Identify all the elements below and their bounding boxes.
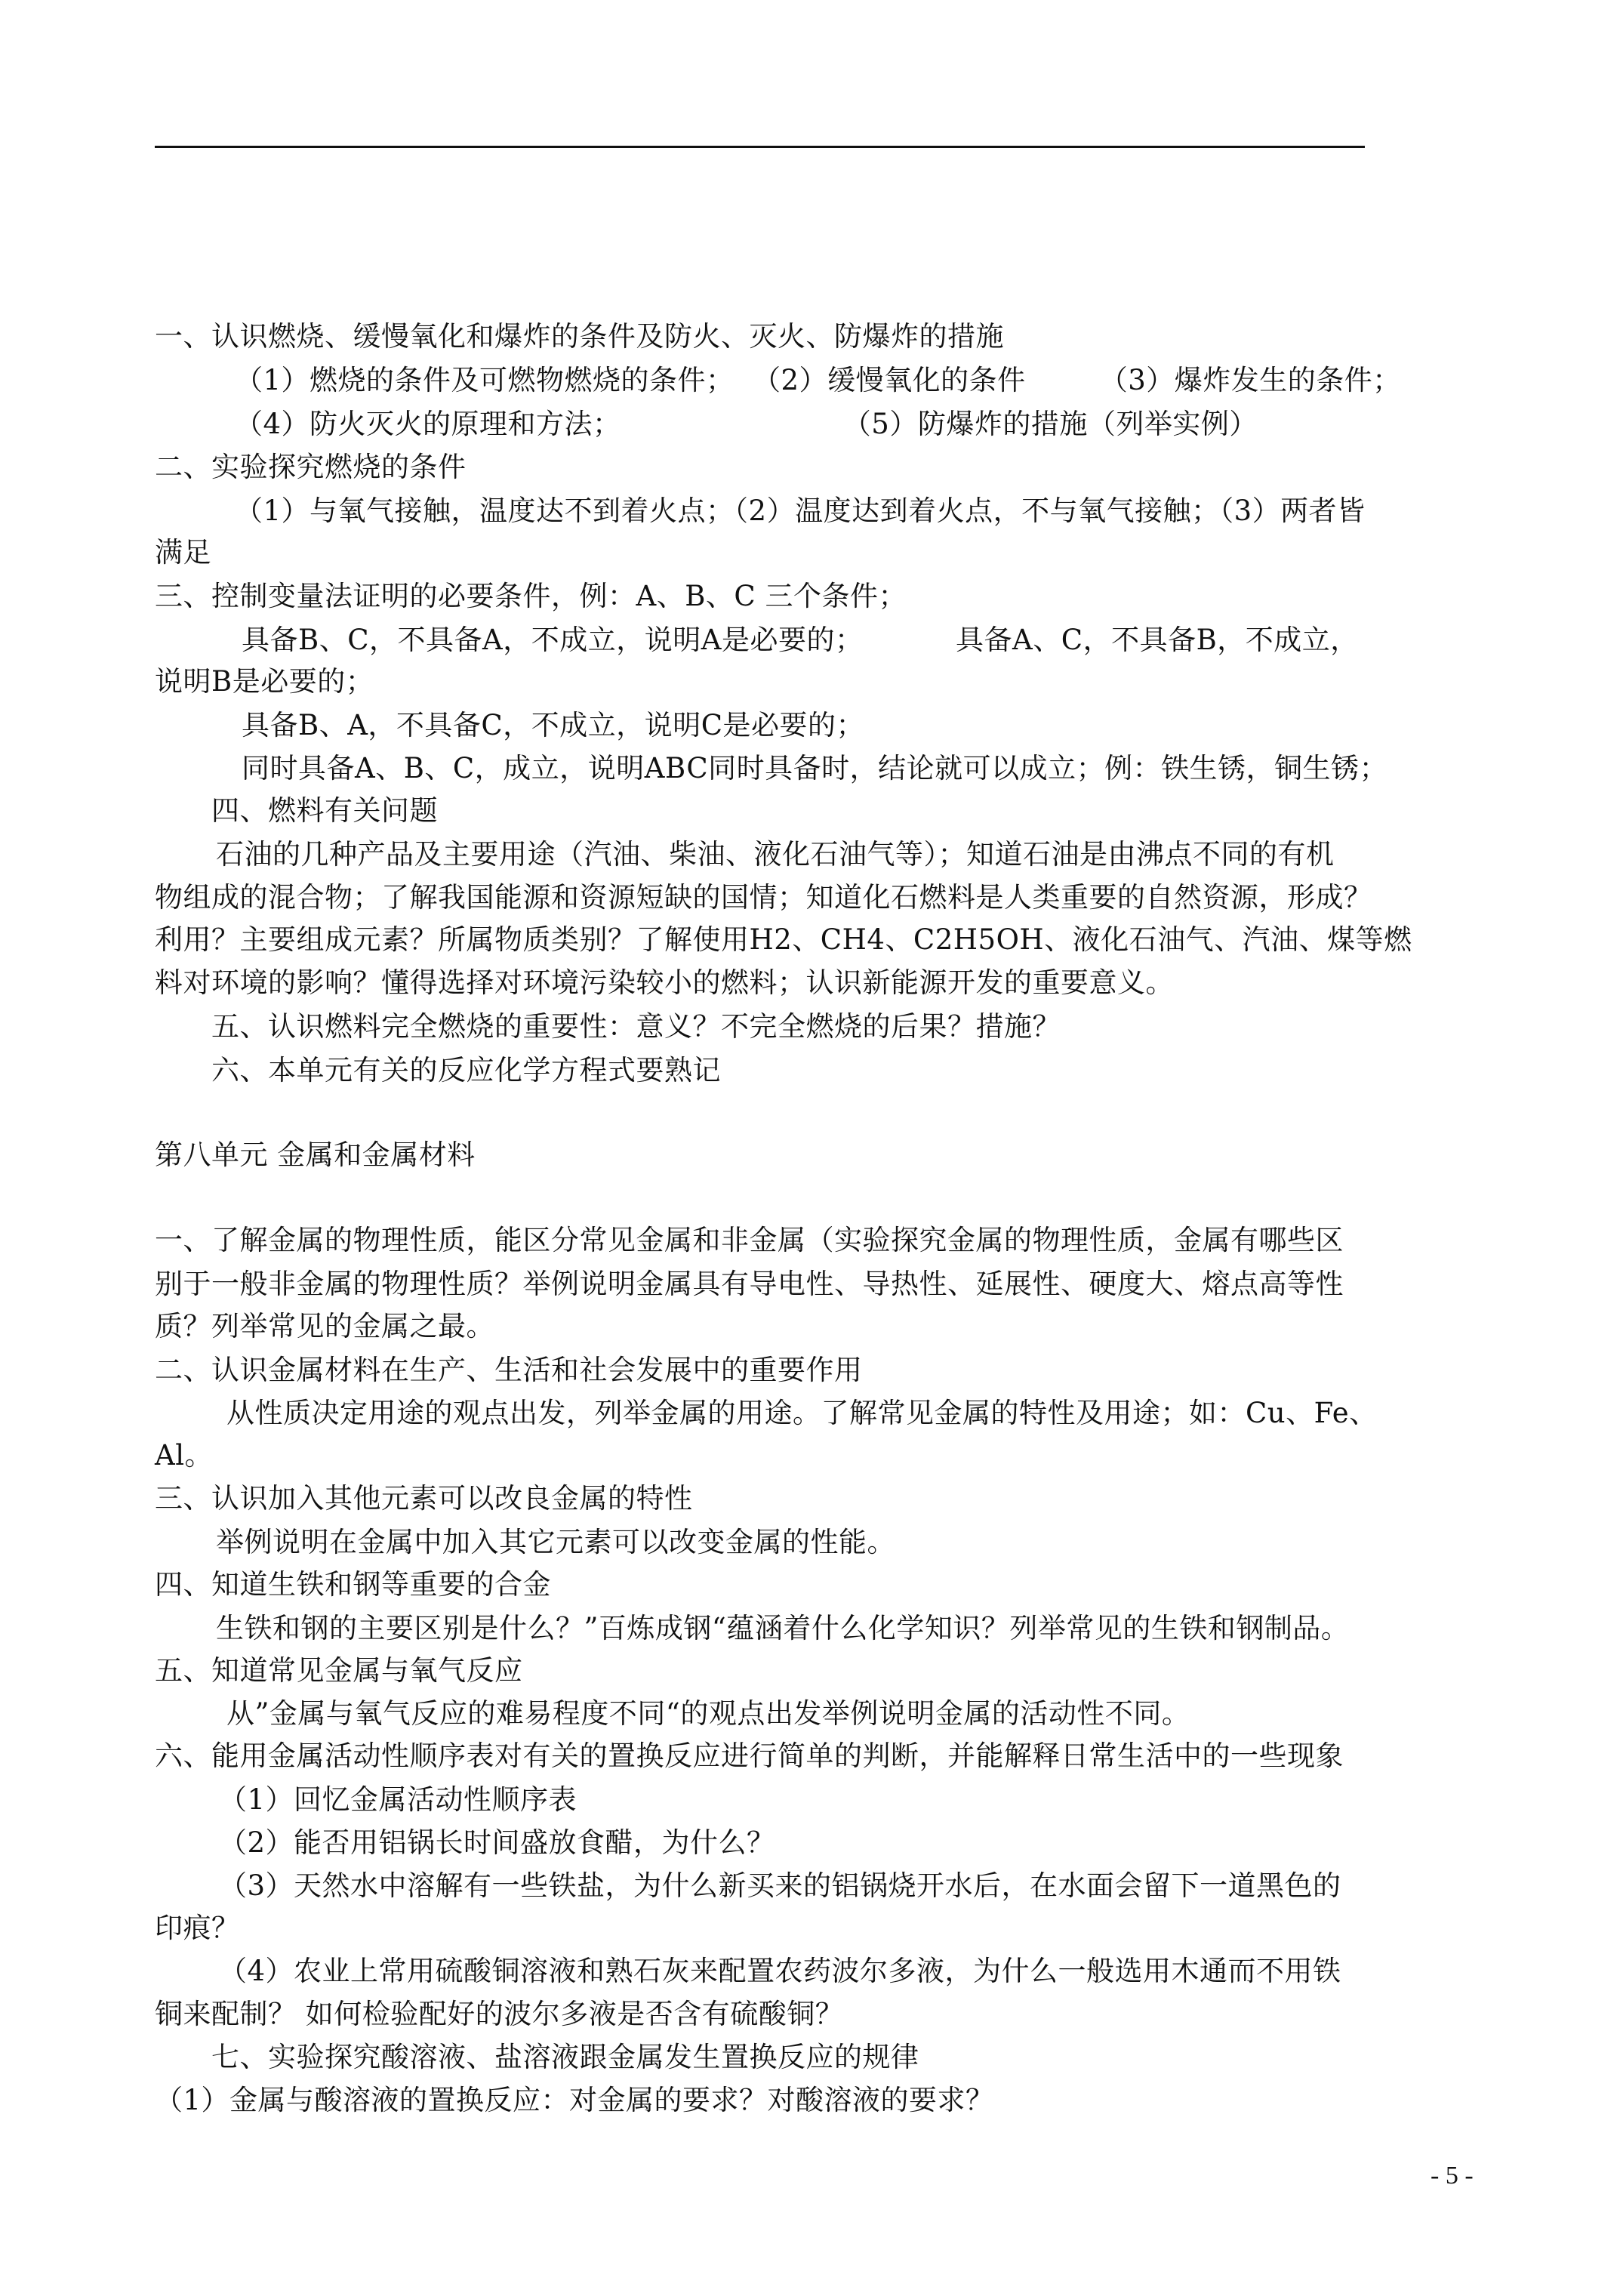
text-line: 三、认识加入其他元素可以改良金属的特性 <box>155 1482 693 1515</box>
text-line: 一、认识燃烧、缓慢氧化和爆炸的条件及防火、灭火、防爆炸的措施 <box>155 320 1004 353</box>
text-line: 六、能用金属活动性顺序表对有关的置换反应进行简单的判断，并能解释日常生活中的一些现象 <box>155 1740 1344 1772</box>
text-line: 五、知道常见金属与氧气反应 <box>155 1654 523 1687</box>
text-line: 质？列举常见的金属之最。 <box>155 1310 494 1342</box>
text-line: （4）农业上常用硫酸铜溶液和熟石灰来配置农药波尔多液，为什么一般选用木通而不用铁 <box>219 1955 1341 1987</box>
text-line: 从”金属与氧气反应的难易程度不同“的观点出发举例说明金属的活动性不同。 <box>226 1697 1190 1730</box>
text-line: （2）能否用铝锅长时间盛放食醋，为什么？ <box>219 1826 775 1859</box>
page-number: - 5 - <box>1431 2162 1474 2190</box>
text-line: （1）金属与酸溶液的置换反应：对金属的要求？对酸溶液的要求？ <box>155 2084 994 2116</box>
text-line: 四、燃料有关问题 <box>211 794 438 827</box>
text-line: 举例说明在金属中加入其它元素可以改变金属的性能。 <box>216 1526 895 1558</box>
text-line: 料对环境的影响？懂得选择对环境污染较小的燃料；认识新能源开发的重要意义。 <box>155 966 1174 999</box>
section-heading: 第八单元 金属和金属材料 <box>155 1139 476 1171</box>
text-line: 利用？主要组成元素？所属物质类别？了解使用H2、CH4、C2H5OH、液化石油气、汽油、煤等燃 <box>155 923 1412 956</box>
text-line: 六、本单元有关的反应化学方程式要熟记 <box>211 1054 721 1086</box>
text-line: （1）回忆金属活动性顺序表 <box>219 1783 577 1816</box>
text-line: （3）天然水中溶解有一些铁盐，为什么新买来的铝锅烧开水后，在水面会留下一道黑色的 <box>219 1869 1341 1902</box>
text-line: 生铁和钢的主要区别是什么？”百炼成钢“蕴涵着什么化学知识？列举常见的生铁和钢制品。 <box>216 1612 1350 1644</box>
text-line: （1）燃烧的条件及可燃物燃烧的条件； （2）缓慢氧化的条件 （3）爆炸发生的条件； <box>235 364 1401 396</box>
text-line: 说明B是必要的； <box>155 665 374 698</box>
text-line: 满足 <box>155 536 211 569</box>
text-line: 一、了解金属的物理性质，能区分常见金属和非金属（实验探究金属的物理性质，金属有哪些区 <box>155 1224 1344 1256</box>
text-line: 物组成的混合物；了解我国能源和资源短缺的国情；知道化石燃料是人类重要的自然资源，形成？ <box>155 881 1372 914</box>
text-line: 四、知道生铁和钢等重要的合金 <box>155 1568 551 1601</box>
text-line: Al。 <box>155 1439 214 1472</box>
header-rule <box>155 146 1365 148</box>
text-line: 别于一般非金属的物理性质？举例说明金属具有导电性、导热性、延展性、硬度大、熔点高等性 <box>155 1268 1344 1300</box>
text-line: 七、实验探究酸溶液、盐溶液跟金属发生置换反应的规律 <box>211 2041 919 2073</box>
text-line: （4）防火灭火的原理和方法； （5）防爆炸的措施（列举实例） <box>235 408 1258 440</box>
text-line: 二、实验探究燃烧的条件 <box>155 451 467 483</box>
text-line: 同时具备A、B、C，成立，说明ABC同时具备时，结论就可以成立；例：铁生锈，铜生锈； <box>242 752 1388 784</box>
text-line: 具备B、A，不具备C，不成立，说明C是必要的； <box>242 709 865 741</box>
text-line: 五、认识燃料完全燃烧的重要性：意义？不完全燃烧的后果？措施？ <box>211 1010 1061 1043</box>
text-line: 铜来配制？ 如何检验配好的波尔多液是否含有硫酸铜？ <box>155 1998 844 2030</box>
text-line: 印痕？ <box>155 1912 240 1944</box>
text-line: （1）与氧气接触，温度达不到着火点；（2）温度达到着火点，不与氧气接触；（3）两者皆 <box>235 495 1366 527</box>
text-line: 三、控制变量法证明的必要条件，例：A、B、C 三个条件； <box>155 580 907 612</box>
text-line: 二、认识金属材料在生产、生活和社会发展中的重要作用 <box>155 1354 863 1386</box>
text-line: 具备B、C，不具备A，不成立，说明A是必要的； 具备A、C，不具备B，不成立， <box>242 624 1359 656</box>
text-line: 石油的几种产品及主要用途（汽油、柴油、液化石油气等）；知道石油是由沸点不同的有机 <box>216 838 1335 871</box>
text-line: 从性质决定用途的观点出发，列举金属的用途。了解常见金属的特性及用途；如：Cu、Fe、 <box>226 1397 1378 1429</box>
